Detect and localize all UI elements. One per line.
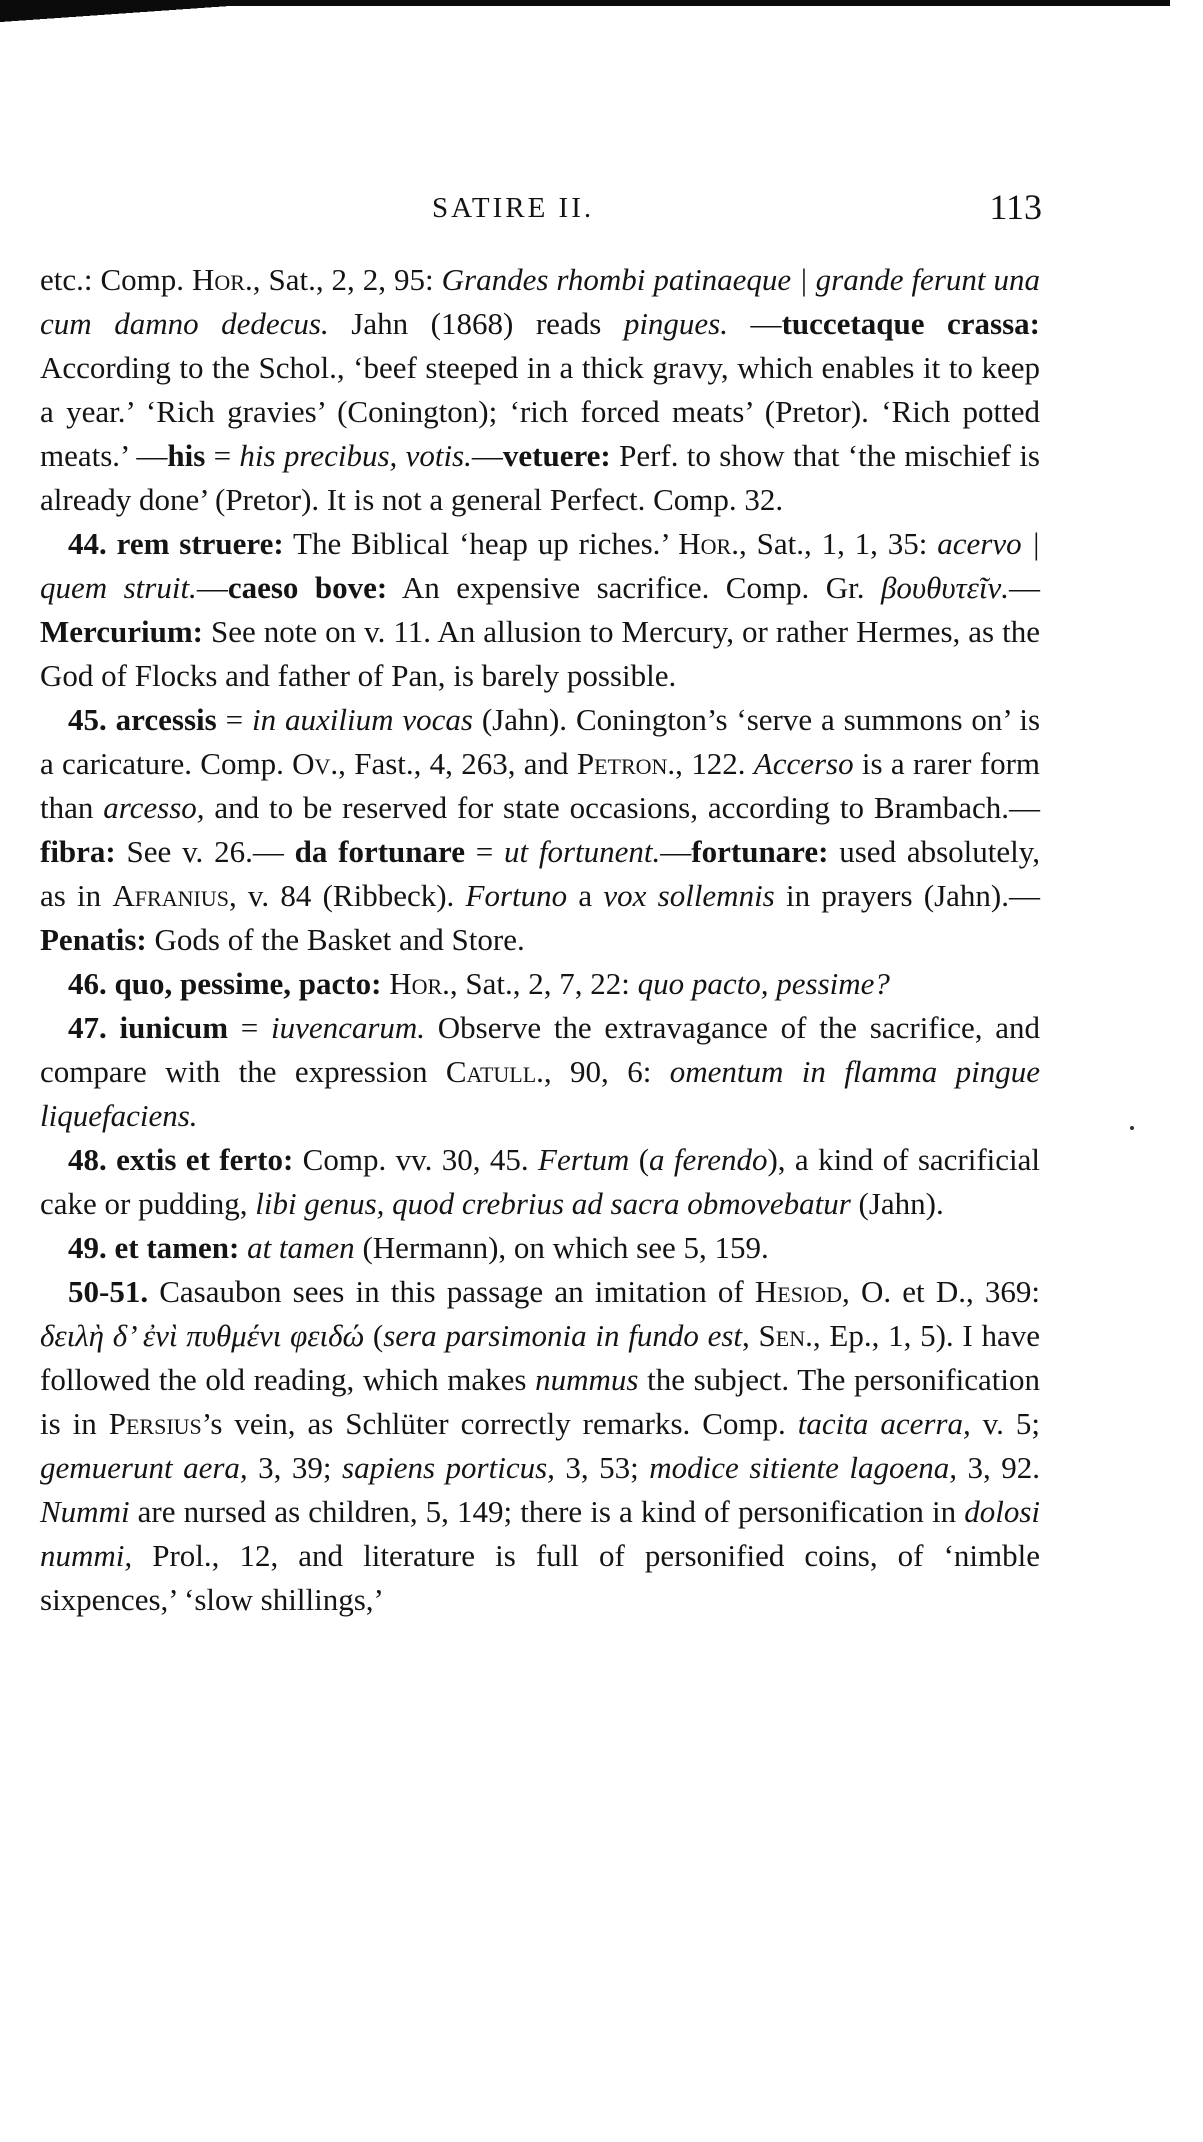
lemma: quo, pessime, pacto:: [114, 966, 382, 1001]
lemma: rem struere:: [116, 526, 284, 561]
author-name: Ov.: [292, 746, 339, 781]
lemma: iunicum: [119, 1010, 229, 1045]
text-run: Observe the extravagance of the sacrifice, and compare with the expression: [40, 1010, 1041, 1089]
quotation: sapiens porticus,: [342, 1450, 555, 1485]
text-run: Perf. to show that ‘the mischief is already done’ (Pretor). It is not a general Perfect. Comp. 32.: [40, 438, 1040, 517]
text-run: 3, 39;: [247, 1450, 343, 1485]
lemma: Penatis:: [40, 922, 147, 957]
quotation: a ferendo: [649, 1142, 768, 1177]
paragraph-continuation: [40, 258, 1040, 522]
quotation: dolosi nummi,: [40, 1494, 1040, 1573]
text-run: , O. et D., 369:: [842, 1274, 1040, 1309]
quotation: sera parsimonia in fundo est: [383, 1318, 743, 1353]
text-run: , 90, 6:: [543, 1054, 670, 1089]
author-name: Hesiod: [754, 1274, 843, 1309]
text-run: =: [464, 834, 504, 869]
quotation: quo pacto, pessime?: [637, 966, 890, 1001]
quotation: libi genus, quod crebrius ad sacra obmovebatur: [255, 1186, 851, 1221]
scan-speck: [1130, 1126, 1134, 1130]
author-name: Hor.: [389, 966, 450, 1001]
author-name: Hor.: [678, 526, 739, 561]
lemma: fortunare:: [691, 834, 829, 869]
text-run: See note on v. 11. An allusion to Mercury, or rather Hermes, as the God of Flocks and father of Pan, is barely possible.: [40, 614, 1040, 693]
line-number: 50-51.: [68, 1274, 149, 1309]
text-run: 3, 53;: [554, 1450, 650, 1485]
author-name: Petron.: [576, 746, 676, 781]
text-run: =: [228, 1010, 271, 1045]
quotation: vox sollemnis: [603, 878, 775, 913]
text-run: and to be reserved for state occasions, according to Brambach.—: [204, 790, 1041, 825]
text-run: ’s vein, as Schlüter correctly remarks. Comp.: [201, 1406, 798, 1441]
lemma: da fortunare: [294, 834, 465, 869]
lemma: vetuere:: [502, 438, 611, 473]
running-title: SATIRE II.: [432, 192, 595, 224]
text-run: An expensive sacrifice. Comp. Gr.: [387, 570, 881, 605]
note-45: [40, 698, 1040, 962]
lemma: fibra:: [40, 834, 116, 869]
text-run: (: [364, 1318, 384, 1353]
quotation: gemuerunt aera,: [40, 1450, 248, 1485]
lemma: et tamen:: [114, 1230, 240, 1265]
line-number: 48.: [68, 1142, 107, 1177]
line-number: 45.: [68, 702, 107, 737]
line-number: 47.: [68, 1010, 107, 1045]
lemma: caeso bove:: [227, 570, 388, 605]
quotation: Fortuno: [465, 878, 568, 913]
author-name: Persius: [108, 1406, 202, 1441]
text-run: etc.: Comp.: [40, 262, 193, 297]
text-run: in prayers (Jahn).—: [774, 878, 1040, 913]
author-name: Hor.: [192, 262, 253, 297]
text-run: —: [196, 570, 228, 605]
quotation: iuvencarum.: [270, 1010, 426, 1045]
quotation: at tamen: [247, 1230, 355, 1265]
text-run: Gods of the Basket and Store.: [146, 922, 525, 957]
text-run: Prol., 12, and literature is full of personified coins, of ‘nimble sixpences,’ ‘slow shillings,’: [40, 1538, 1040, 1617]
text-run: (Hermann), on which see 5, 159.: [354, 1230, 769, 1265]
text-run: Jahn (1868) reads: [328, 306, 624, 341]
quotation: Grandes rhombi patinaeque | grande ferunt una cum damno dedecus.: [40, 262, 1040, 341]
page-header: [40, 186, 1040, 238]
text-run: , Fast., 4, 263, and: [338, 746, 577, 781]
quotation: Nummi: [40, 1494, 130, 1529]
text-run: ,: [742, 1318, 759, 1353]
quotation: modice sitiente lagoena,: [649, 1450, 957, 1485]
text-run: Comp. vv. 30, 45.: [293, 1142, 539, 1177]
text-run: , Sat., 2, 2, 95:: [252, 262, 442, 297]
text-run: See v. 26.—: [115, 834, 295, 869]
quotation: Accerso: [753, 746, 854, 781]
text-run: —: [660, 834, 692, 869]
text-run: , Sat., 1, 1, 35:: [738, 526, 938, 561]
text-run: (: [629, 1142, 650, 1177]
lemma: extis et ferto:: [116, 1142, 294, 1177]
text-run: , Sat., 2, 7, 22:: [449, 966, 638, 1001]
quotation: tacita acerra,: [797, 1406, 971, 1441]
text-run: a: [567, 878, 604, 913]
text-run: According to the Schol., ‘beef steeped in a thick gravy, which enables it to keep a year.’ ‘Rich gravies’ (Conington); ‘rich forced meats’ (Pretor). ‘Rich potted meats.’ —: [40, 350, 1040, 473]
page-number: 113: [989, 187, 1042, 227]
quotation: arcesso,: [103, 790, 205, 825]
text-run: v. 5;: [970, 1406, 1040, 1441]
text-run: =: [205, 438, 240, 473]
text-run: (Jahn).: [850, 1186, 944, 1221]
quotation: omentum in flamma pingue liquefaciens.: [40, 1054, 1040, 1133]
text-run: Casaubon sees in this passage an imitation of: [148, 1274, 755, 1309]
author-name: Sen.: [758, 1318, 813, 1353]
text-run: are nursed as children, 5, 149; there is a kind of personification in: [129, 1494, 965, 1529]
text-run: , Ep., 1, 5). I have followed the old reading, which makes: [40, 1318, 1041, 1397]
note-44: [40, 522, 1040, 698]
quotation: acervo | quem struit.: [40, 526, 1040, 605]
scan-border-top: [0, 0, 1170, 6]
scan-border: [0, 0, 1170, 60]
author-name: Catull.: [445, 1054, 544, 1089]
lemma: his: [167, 438, 206, 473]
quotation: in auxilium vocas: [251, 702, 473, 737]
lemma: Mercurium:: [40, 614, 203, 649]
greek-quotation: δειλὴ δ’ ἐνὶ πυθμένι φειδώ: [40, 1318, 365, 1353]
text-run: the subject. The personification is in: [40, 1362, 1040, 1441]
note-47: [40, 1006, 1040, 1138]
note-49: [40, 1226, 1040, 1270]
line-number: 44.: [68, 526, 107, 561]
quotation: Fertum: [538, 1142, 630, 1177]
quotation: nummus: [535, 1362, 639, 1397]
text-run: ), a kind of sacrificial cake or pudding,: [40, 1142, 1041, 1221]
text-run: (Jahn). Conington’s ‘serve a summons on’ is a caricature. Comp.: [40, 702, 1041, 781]
greek-word: βουθυτεῖν.: [880, 570, 1009, 605]
commentary-text: [40, 258, 1040, 1622]
note-46: [40, 962, 1040, 1006]
line-number: 49.: [68, 1230, 107, 1265]
note-50-51: [40, 1270, 1040, 1622]
line-number: 46.: [68, 966, 107, 1001]
quotation: pingues.: [623, 306, 728, 341]
author-name: Afranius: [112, 878, 229, 913]
quotation: ut fortunent.: [504, 834, 661, 869]
text-run: is a rarer form than: [40, 746, 1041, 825]
text-run: , v. 84 (Ribbeck).: [228, 878, 466, 913]
text-run: =: [216, 702, 252, 737]
text-run: The Biblical ‘heap up riches.’: [283, 526, 679, 561]
text-run: used absolutely, as in: [40, 834, 1040, 913]
text-run: —: [728, 306, 782, 341]
text-run: —: [1009, 570, 1040, 605]
text-run: , 122.: [675, 746, 754, 781]
lemma: arcessis: [115, 702, 217, 737]
lemma: tuccetaque crassa:: [781, 306, 1040, 341]
text-run: —: [471, 438, 503, 473]
text-run: 3, 92.: [956, 1450, 1040, 1485]
note-48: [40, 1138, 1040, 1226]
text-run: [239, 1230, 247, 1265]
quotation: his precibus, votis.: [239, 438, 472, 473]
